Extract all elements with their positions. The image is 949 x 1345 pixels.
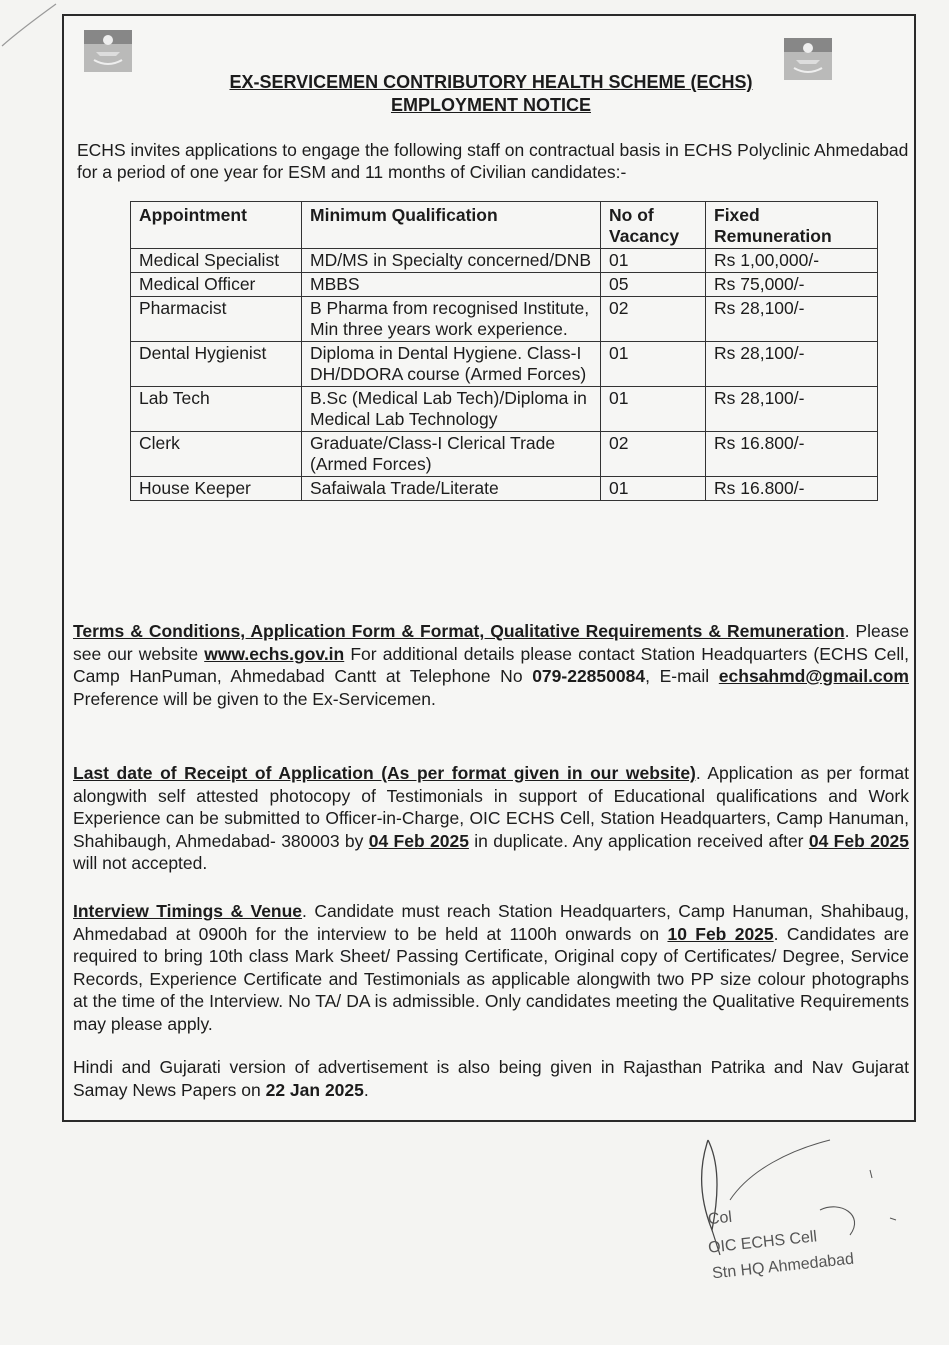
table-row	[131, 273, 878, 297]
table-header-row	[131, 202, 878, 249]
cell-remuneration: Rs 16.800/-	[706, 477, 878, 501]
cell-qualification: B.Sc (Medical Lab Tech)/Diploma in Medical Lab Technology	[302, 387, 601, 432]
notice-subtitle: EMPLOYMENT NOTICE	[390, 95, 591, 115]
cell-qualification: Graduate/Class-I Clerical Trade (Armed Forces)	[302, 432, 601, 477]
signature-designation: OIC ECHS Cell	[707, 1228, 818, 1257]
newspaper-date: 22 Jan 2025	[265, 1079, 364, 1100]
cell-remuneration: Rs 28,100/-	[706, 342, 878, 387]
email-link[interactable]: echsahmd@gmail.com	[718, 666, 909, 686]
cell-qualification: MD/MS in Specialty concerned/DNB	[302, 249, 601, 273]
interview-paragraph	[73, 900, 909, 1035]
last-date-paragraph	[73, 762, 909, 875]
last-date-text: will not accepted.	[73, 853, 208, 873]
cell-vacancy: 01	[601, 477, 706, 501]
cell-appointment: Clerk	[131, 432, 302, 477]
cell-remuneration: Rs 28,100/-	[706, 387, 878, 432]
interview-text: . Candidate must reach Station Headquarters, Camp Hanuman, Shahibaug, Ahmedabad at 0900h for the interview to be held at 1100h onwards on	[73, 901, 909, 944]
interview-text: . Candidates are required to bring 10th class Mark Sheet/ Passing Certificate, Original copy of Certificates/ Degree, Service Records, Experience Certificate and Testimonials as applicable alongwith two PP size colour photographs at the time of the Interview. No TA/ DA is admissible. Only candidates meeting the Qualitative Requirements may please apply.	[73, 923, 909, 1034]
last-date-heading: Last date of Receipt of Application (As per format given in our website)	[73, 763, 696, 783]
deadline-date: 04 Feb 2025	[368, 830, 469, 851]
vacancy-table	[130, 201, 878, 501]
header-qualification: Minimum Qualification	[302, 202, 601, 249]
cell-qualification: B Pharma from recognised Institute, Min three years work experience.	[302, 297, 601, 342]
cell-qualification: Diploma in Dental Hygiene. Class-I DH/DDORA course (Armed Forces)	[302, 342, 601, 387]
signature-rank: Col	[707, 1208, 733, 1229]
cell-vacancy: 02	[601, 297, 706, 342]
cell-appointment: Medical Specialist	[131, 249, 302, 273]
cell-remuneration: Rs 1,00,000/-	[706, 249, 878, 273]
cell-appointment: House Keeper	[131, 477, 302, 501]
cell-remuneration: Rs 28,100/-	[706, 297, 878, 342]
table-row	[131, 249, 878, 273]
terms-text: For additional details please contact Station Headquarters (ECHS Cell, Camp HanPuman, Ahmedabad Cantt at Telephone No	[73, 643, 909, 686]
header-vacancy: No of Vacancy	[601, 202, 706, 249]
newspaper-text: .	[363, 1079, 369, 1100]
army-emblem-icon	[782, 36, 834, 82]
terms-paragraph	[73, 620, 909, 710]
cell-vacancy: 01	[601, 249, 706, 273]
last-date-text: . Application as per format alongwith self attested photocopy of Testimonials in support of Educational qualifications and Work Experience can be submitted to Officer-in-Charge, OIC ECHS Cell, Station Headquarters, Camp Hanuman, Shahibaugh, Ahmedabad- 380003 by	[73, 763, 910, 851]
signature-station: Stn HQ Ahmedabad	[711, 1250, 855, 1283]
cell-vacancy: 02	[601, 432, 706, 477]
cell-vacancy: 01	[601, 387, 706, 432]
newspaper-text: Hindi and Gujarati version of advertisement is also being given in Rajasthan Patrika and Nav Gujarat Samay News Papers on	[73, 1057, 909, 1100]
cell-appointment: Medical Officer	[131, 273, 302, 297]
table-row	[131, 297, 878, 342]
terms-text: . Please see our website	[73, 621, 909, 664]
table-row	[131, 432, 878, 477]
army-emblem-icon	[82, 28, 134, 74]
notice-title: EX-SERVICEMEN CONTRIBUTORY HEALTH SCHEME (ECHS)	[229, 72, 753, 92]
cell-qualification: MBBS	[302, 273, 601, 297]
cell-appointment: Pharmacist	[131, 297, 302, 342]
table-row	[131, 387, 878, 432]
interview-date: 10 Feb 2025	[667, 923, 774, 944]
intro-paragraph: ECHS invites applications to engage the following staff on contractual basis in ECHS Polyclinic Ahmedabad for a period of one year for ESM and 11 months of Civilian candidates:-	[77, 140, 909, 182]
website-link[interactable]: www.echs.gov.in	[204, 643, 345, 664]
cell-vacancy: 01	[601, 342, 706, 387]
header-remuneration: Fixed Remuneration	[706, 202, 878, 249]
phone-number: 079-22850084	[532, 666, 646, 686]
newspaper-paragraph	[73, 1056, 909, 1101]
cell-appointment: Dental Hygienist	[131, 342, 302, 387]
last-date-text: in duplicate. Any application received after	[468, 830, 809, 851]
terms-text: Preference will be given to the Ex-Servicemen.	[73, 688, 436, 709]
cell-remuneration: Rs 16.800/-	[706, 432, 878, 477]
terms-text: , E-mail	[645, 666, 719, 686]
cell-appointment: Lab Tech	[131, 387, 302, 432]
header-appointment: Appointment	[131, 202, 302, 249]
cell-qualification: Safaiwala Trade/Literate	[302, 477, 601, 501]
cell-remuneration: Rs 75,000/-	[706, 273, 878, 297]
table-row	[131, 342, 878, 387]
cell-vacancy: 05	[601, 273, 706, 297]
terms-heading: Terms & Conditions, Application Form & Format, Qualitative Requirements & Remuneration	[73, 621, 845, 641]
deadline-date: 04 Feb 2025	[808, 830, 910, 851]
interview-heading: Interview Timings & Venue	[73, 901, 303, 921]
page-corner-mark	[0, 0, 60, 50]
table-row	[131, 477, 878, 501]
